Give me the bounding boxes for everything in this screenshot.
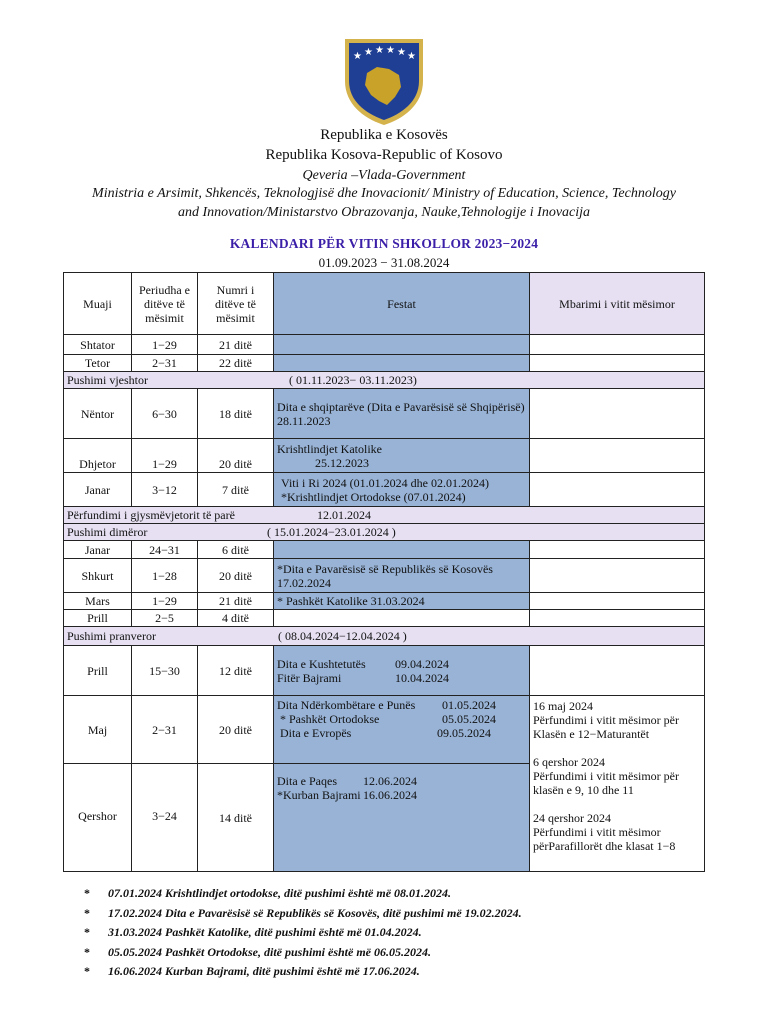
end-text: Përfundimi i vitit mësimor për klasën e 9, 10 dhe 11 xyxy=(533,769,679,797)
table-row xyxy=(64,389,705,439)
end-text: Përfundimi i vitit mësimor përParafillorët dhe klasat 1−8 xyxy=(533,825,676,853)
end-cell xyxy=(530,593,705,610)
end-cell xyxy=(530,559,705,593)
document-title: KALENDARI PËR VITIN SHKOLLOR 2023−2024 xyxy=(229,236,539,251)
end-cell xyxy=(530,610,705,627)
school-calendar-table xyxy=(63,272,705,872)
days-cell: 4 ditë xyxy=(198,610,274,627)
footnotes xyxy=(84,884,744,982)
month-cell: Maj xyxy=(64,696,132,764)
days-cell: 21 ditë xyxy=(198,335,274,355)
table-header-row xyxy=(64,273,705,335)
month-cell: Janar xyxy=(64,473,132,507)
break-row-autumn xyxy=(64,372,705,389)
month-cell: Tetor xyxy=(64,355,132,372)
table-row xyxy=(64,559,705,593)
period-cell: 6−30 xyxy=(132,389,198,439)
footnote: * 16.06.2024 Kurban Bajrami, ditë pushimi është më 17.06.2024. xyxy=(84,964,420,978)
holiday-cell: Viti i Ri 2024 (01.01.2024 dhe 02.01.2024) *Krishtlindjet Ortodokse (07.01.2024) xyxy=(274,473,530,507)
svg-text:★: ★ xyxy=(375,45,384,56)
table-row xyxy=(64,541,705,559)
svg-text:★: ★ xyxy=(353,51,362,62)
break-range: ( 01.11.2023− 03.11.2023) xyxy=(289,373,417,387)
month-cell: Prill xyxy=(64,610,132,627)
svg-text:★: ★ xyxy=(397,47,406,58)
footnote: * 07.01.2024 Krishtlindjet ortodokse, ditë pushimi është më 08.01.2024. xyxy=(84,886,452,900)
end-cell xyxy=(530,541,705,559)
holiday-cell: * Pashkët Katolike 31.03.2024 xyxy=(274,593,530,610)
end-cell xyxy=(530,473,705,507)
table-row xyxy=(64,473,705,507)
holiday-cell: Krishtlindjet Katolike 25.12.2023 xyxy=(274,439,530,473)
period-cell: 3−24 xyxy=(132,764,198,872)
days-cell: 12 ditë xyxy=(198,646,274,696)
svg-text:★: ★ xyxy=(364,47,373,58)
holiday-cell: Dita Ndërkombëtare e Punës 01.05.2024 * Pashkët Ortodokse 05.05.2024 Dita e Evropës 09.05.2024 xyxy=(274,696,530,764)
period-cell: 1−29 xyxy=(132,593,198,610)
period-cell: 1−29 xyxy=(132,439,198,473)
period-cell: 15−30 xyxy=(132,646,198,696)
holiday-cell: Dita e Kushtetutës 09.04.2024 Fitër Bajrami 10.04.2024 xyxy=(274,646,530,696)
table-row xyxy=(64,335,705,355)
svg-text:★: ★ xyxy=(386,45,395,56)
month-cell: Janar xyxy=(64,541,132,559)
month-cell: Dhjetor xyxy=(64,439,132,473)
end-cell xyxy=(530,439,705,473)
table-row xyxy=(64,355,705,372)
period-cell: 2−31 xyxy=(132,355,198,372)
footnote: * 17.02.2024 Dita e Pavarësisë së Republikës së Kosovës, ditë pushimi më 19.02.2024. xyxy=(84,905,522,920)
holiday-cell xyxy=(274,355,530,372)
month-cell: Nëntor xyxy=(64,389,132,439)
holiday-cell xyxy=(274,610,530,627)
month-cell: Mars xyxy=(64,593,132,610)
break-label: Pushimi pranveror xyxy=(67,629,156,643)
kosovo-coat-of-arms-icon xyxy=(343,37,425,127)
footnote: * 05.05.2024 Pashkët Ortodokse, ditë pushimi është më 06.05.2024. xyxy=(84,944,432,959)
break-row-spring xyxy=(64,627,705,646)
header-government: Qeveria –Vlada-Government xyxy=(302,168,466,183)
header-republic-multilang: Republika Kosova-Republic of Kosovo xyxy=(265,147,503,163)
col-header-period: Periudha e ditëve të mësimit xyxy=(132,273,198,335)
period-cell: 1−28 xyxy=(132,559,198,593)
days-cell: 20 ditë xyxy=(198,439,274,473)
month-cell: Qershor xyxy=(64,764,132,872)
days-cell: 21 ditë xyxy=(198,593,274,610)
table-row xyxy=(64,646,705,696)
end-cell xyxy=(530,335,705,355)
days-cell: 20 ditë xyxy=(198,559,274,593)
days-cell: 20 ditë xyxy=(198,696,274,764)
end-text: Përfundimi i vitit mësimor për Klasën e 12−Maturantët xyxy=(533,713,679,741)
col-header-end: Mbarimi i vitit mësimor xyxy=(530,273,705,335)
col-header-days: Numri i ditëve të mësimit xyxy=(198,273,274,335)
end-date: 24 qershor 2024 xyxy=(533,811,611,825)
break-range: ( 15.01.2024−23.01.2024 ) xyxy=(267,525,396,539)
period-cell: 24−31 xyxy=(132,541,198,559)
half-year-end-row xyxy=(64,507,705,524)
end-date: 16 maj 2024 xyxy=(533,699,593,713)
period-cell: 2−31 xyxy=(132,696,198,764)
school-year-period: 01.09.2023 − 31.08.2024 xyxy=(318,255,450,270)
days-cell: 7 ditë xyxy=(198,473,274,507)
half-year-label: Përfundimi i gjysmëvjetorit të parë xyxy=(67,508,235,522)
days-cell: 22 ditë xyxy=(198,355,274,372)
header-republic-sq: Republika e Kosovës xyxy=(320,127,448,143)
days-cell: 6 ditë xyxy=(198,541,274,559)
days-cell: 14 ditë xyxy=(198,764,274,872)
days-cell: 18 ditë xyxy=(198,389,274,439)
holiday-cell xyxy=(274,541,530,559)
break-row-winter xyxy=(64,524,705,541)
holiday-cell xyxy=(274,335,530,355)
holiday-cell: Dita e shqiptarëve (Dita e Pavarësisë së Shqipërisë) 28.11.2023 xyxy=(274,389,530,439)
table-row xyxy=(64,610,705,627)
end-date: 6 qershor 2024 xyxy=(533,755,605,769)
header-ministry-line1: Ministria e Arsimit, Shkencës, Teknologjisë dhe Inovacionit/ Ministry of Education, Science, Technology xyxy=(92,186,676,201)
table-row xyxy=(64,593,705,610)
footnote: * 31.03.2024 Pashkët Katolike, ditë pushimi është më 01.04.2024. xyxy=(84,925,422,939)
half-year-date: 12.01.2024 xyxy=(317,508,371,522)
end-cell xyxy=(530,389,705,439)
table-row xyxy=(64,439,705,473)
holiday-cell: *Dita e Pavarësisë së Republikës së Kosovës 17.02.2024 xyxy=(274,559,530,593)
col-header-month: Muaji xyxy=(64,273,132,335)
end-cell xyxy=(530,646,705,696)
month-cell: Prill xyxy=(64,646,132,696)
period-cell: 1−29 xyxy=(132,335,198,355)
svg-text:★: ★ xyxy=(407,51,416,62)
period-cell: 3−12 xyxy=(132,473,198,507)
month-cell: Shkurt xyxy=(64,559,132,593)
period-cell: 2−5 xyxy=(132,610,198,627)
month-cell: Shtator xyxy=(64,335,132,355)
header-ministry-line2: and Innovation/Ministarstvo Obrazovanja, Nauke,Tehnologije i Inovacija xyxy=(177,205,591,220)
break-label: Pushimi dimëror xyxy=(67,525,148,539)
table-row xyxy=(64,696,705,764)
col-header-holidays: Festat xyxy=(274,273,530,335)
end-cell xyxy=(530,355,705,372)
end-of-year-cell xyxy=(530,696,705,872)
holiday-cell: Dita e Paqes 12.06.2024 *Kurban Bajrami 16.06.2024 xyxy=(274,764,530,872)
break-range: ( 08.04.2024−12.04.2024 ) xyxy=(278,629,407,643)
break-label: Pushimi vjeshtor xyxy=(67,373,149,387)
